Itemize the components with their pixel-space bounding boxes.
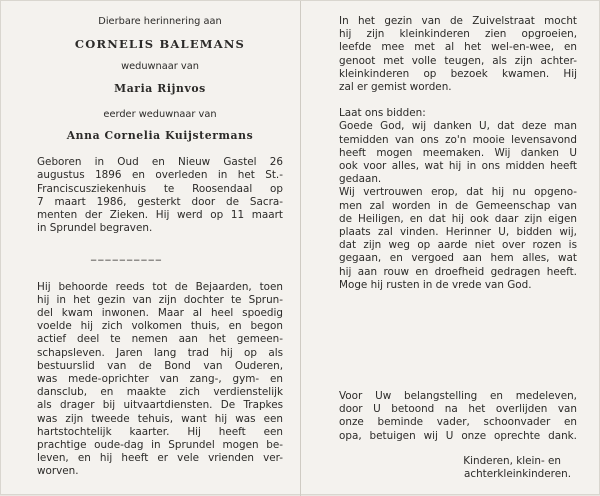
intro-text: Dierbare herinnering aan — [98, 16, 222, 27]
family-line: leefde mee met al het wel-en-wee, en — [339, 41, 577, 54]
bio-line: in Sprundel begraven. — [37, 222, 153, 235]
prayer-line: hij aan rouw en droefheid gedragen heeft. — [339, 265, 577, 278]
family-line: In het gezin van de Zuivelstraat mocht — [339, 15, 577, 27]
story-line: dansclub, en maakte zich verdienstelijk — [37, 386, 283, 399]
story-line: leven, en hij heeft er vele vrienden ver- — [37, 452, 283, 465]
prayer-line: gedaan. — [339, 173, 382, 186]
right-page — [339, 15, 577, 481]
prayer-line: temidden van ons zo'n mooie levensavond — [339, 133, 577, 146]
signature-line: Kinderen, klein- en — [463, 454, 561, 467]
thanks-line: Voor Uw belangstelling en medeleven, — [339, 390, 577, 403]
thanks-line: opa, betuigen wij U onze oprechte dank. — [339, 429, 577, 442]
story-line: actief deel te nemen aan het gemeen- — [37, 333, 283, 346]
thanks-line: door U betoond na het overlijden van — [339, 403, 577, 416]
separator-line: __________ — [91, 249, 163, 262]
story-line: worven. — [37, 465, 79, 478]
prayer-line: ook voor alles, wat hij in ons midden heeft — [339, 160, 577, 173]
deceased-name: CORNELIS BALEMANS — [74, 37, 246, 52]
bio-line: Franciscusziekenhuis te Roosendaal op — [37, 182, 283, 195]
signature-line: achterkleinkinderen. — [464, 468, 571, 481]
prayer-line: de Heiligen, en dat hij ook daar zijn eigen — [339, 212, 577, 225]
bio-line: Geboren in Oud en Nieuw Gastel 26 — [37, 156, 283, 169]
story-line: voelde hij zich volkomen thuis, en begon — [37, 320, 283, 333]
story-line: was zijn tweede tehuis, want hij was een — [37, 412, 283, 425]
family-line: genoot met volle teugen, als zijn achter- — [339, 54, 577, 67]
prayer-line: dat zijn weg op aarde niet over rozen is — [339, 239, 577, 252]
prayer-paragraph — [339, 107, 577, 292]
prayer-line: men zal worden in de Gemeenschap van — [339, 199, 577, 212]
prayer-heading: Laat ons bidden: — [339, 107, 426, 120]
story-line: bestuurslid van de Bond van Ouderen, — [37, 359, 283, 372]
prayer-line: Goede God, wij danken U, dat deze man — [339, 120, 577, 133]
prayer-line: plaats zal vinden. Herinner U, bidden wij, — [339, 226, 577, 239]
story-line: hij in het gezin van zijn dochter te Sprun- — [37, 293, 283, 306]
family-line: kleinkinderen op bezoek kwamen. Hij — [339, 67, 577, 80]
story-line: del kwam inwonen. Maar al heel spoedig — [37, 307, 283, 320]
prayer-line: Moge hij rusten in de vrede van God. — [339, 278, 532, 291]
spouse-name-1: Maria Rijnvos — [114, 81, 206, 95]
family-line: hij zijn kleinkinderen zien opgroeien, — [339, 28, 577, 41]
family-paragraph — [339, 15, 577, 94]
bio-line: augustus 1896 en overleden in het St.- — [37, 169, 283, 182]
bio-line: menten der Zieken. Hij werd op 11 maart — [37, 209, 283, 222]
bio-line: 7 maart 1986, gesterkt door de Sacra- — [37, 195, 283, 208]
story-line: schapsleven. Jaren lang trad hij op als — [37, 346, 283, 359]
prayer-line: gegaan, en vergoed aan hem alles, wat — [339, 252, 577, 265]
thanks-line: onze beminde vader, schoonvader en — [339, 416, 577, 429]
family-line: zal er gemist worden. — [339, 81, 452, 94]
widower-label-2: eerder weduwnaar van — [103, 108, 217, 120]
life-story-paragraph — [37, 281, 283, 479]
thanks-paragraph — [339, 390, 577, 443]
signature-block — [339, 455, 577, 481]
story-line: prachtige oude-dag in Sprundel mogen be- — [37, 439, 283, 452]
story-line: hartstochtelijk kaarter. Hij heeft een — [37, 425, 283, 438]
widower-label-1: weduwnaar van — [121, 61, 199, 73]
story-line: als drager bij uitvaartdiensten. De Trapkes — [37, 399, 283, 412]
spouse-name-2: Anna Cornelia Kuijstermans — [66, 129, 254, 143]
prayer-line: heeft mogen meemaken. Wij danken U — [339, 146, 577, 159]
story-line: was mede-oprichter van zang-, gym- en — [37, 373, 283, 386]
biography-paragraph — [37, 156, 283, 235]
prayer-line: Wij vertrouwen erop, dat hij nu opgeno- — [339, 186, 577, 199]
card-fold-line — [300, 1, 301, 496]
left-page — [37, 15, 283, 479]
story-line: Hij behoorde reeds tot de Bejaarden, toen — [37, 280, 283, 293]
